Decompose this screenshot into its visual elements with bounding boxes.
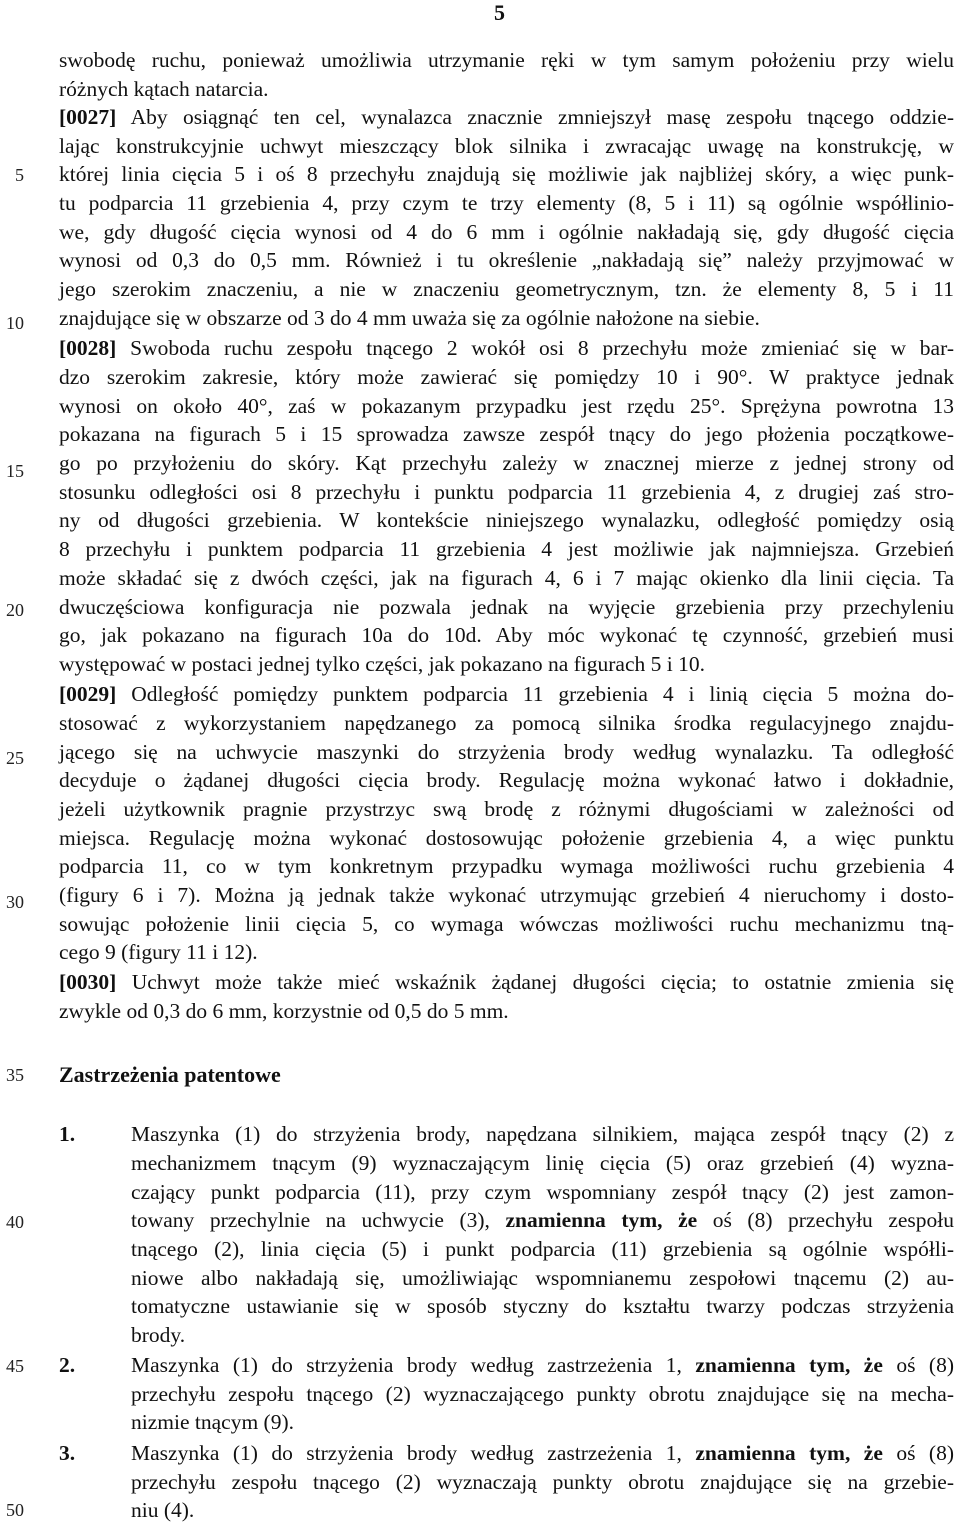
text-line: stosować z wykorzystaniem napędzanego za pomocą silnika środka regulacyjnego znajdu-	[59, 711, 954, 735]
text-line: występować w postaci jednej tylko części, jak pokazano na figurach 5 i 10.	[59, 652, 705, 676]
claim-line: brody.	[131, 1323, 186, 1347]
text-line: sowując położenie linii cięcia 5, co wymaga wówczas możliwości ruchu mechanizmu tną-	[59, 912, 954, 936]
claim-line: Maszynka (1) do strzyżenia brody według zastrzeżenia 1, znamienna tym, że oś (8)	[131, 1353, 954, 1377]
text-line: cego 9 (figury 11 i 12).	[59, 940, 258, 964]
line-number: 50	[6, 1500, 24, 1520]
claim-line: przechyłu zespołu tnącego (2) wyznaczają punkty obrotu znajdujące się na grzebie-	[131, 1470, 954, 1494]
characterizing-phrase: znamienna tym, że	[695, 1441, 883, 1465]
text-line: decyduje o żądanej długości cięcia brody. Regulację można wykonać łatwo i dokładnie,	[59, 768, 954, 792]
line-number: 30	[6, 892, 24, 912]
paragraph-tag: [0028]	[59, 336, 117, 360]
text-line: swobodę ruchu, ponieważ umożliwia utrzymanie ręki w tym samym położeniu przy wielu	[59, 48, 954, 72]
text-line: tu podparcia 11 grzebienia 4, przy czym te trzy elementy (8, 5 i 11) są ogólnie współlinio-	[59, 191, 954, 215]
text-line: miejsca. Regulację można wykonać dostosowując położenie grzebienia 4, a więc punktu	[59, 826, 954, 850]
text-line: zwykle od 0,3 do 6 mm, korzystnie od 0,5 do 5 mm.	[59, 999, 509, 1023]
claim-line: przechyłu zespołu tnącego (2) wyznaczającego punkty obrotu znajdujące się na mecha-	[131, 1382, 954, 1406]
paragraph-0030-first-line: [0030] Uchwyt może także mieć wskaźnik żądanej długości cięcia; to ostatnie zmienia się	[59, 970, 954, 994]
claim-line: tomatyczne ustawianie się w sposób styczny do kształtu twarzy podczas strzyżenia	[131, 1294, 954, 1318]
line-number: 20	[6, 600, 24, 620]
text-line: podparcia 11, co w tym konkretnym przypadku wymaga możliwości ruchu grzebienia 4	[59, 854, 954, 878]
text-line: go, jak pokazano na figurach 10a do 10d. Aby móc wykonać tę czynność, grzebień musi	[59, 623, 954, 647]
claim-line: Maszynka (1) do strzyżenia brody, napędzana silnikiem, mająca zespół tnący (2) z	[131, 1122, 954, 1146]
line-number: 10	[6, 313, 24, 333]
text-line: może składać się z dwóch części, jak na figurach 4, 6 i 7 mając okienko dla linii cięcia. Ta	[59, 566, 954, 590]
page-number: 5	[494, 0, 505, 25]
line-number: 45	[6, 1356, 24, 1376]
text-line: we, gdy długość cięcia wynosi od 4 do 6 mm i ogólnie nakładają się, gdy długość cięcia	[59, 220, 954, 244]
text-line: go po przyłożeniu do skóry. Kąt przechyłu zależy w znacznej mierze z jednej strony od	[59, 451, 954, 475]
paragraph-tag: [0029]	[59, 682, 117, 706]
line-number: 15	[6, 461, 24, 481]
text-line: znajdujące się w obszarze od 3 do 4 mm uważa się za ogólnie nałożone na siebie.	[59, 306, 760, 330]
claim-line: czający punkt podparcia (11), przy czym wspomniany zespół tnący (2) jest zamon-	[131, 1180, 954, 1204]
text-line: ny od długości grzebienia. W kontekście niniejszego wynalazku, odległość pomiędzy osią	[59, 508, 954, 532]
claim-line: Maszynka (1) do strzyżenia brody według zastrzeżenia 1, znamienna tym, że oś (8)	[131, 1441, 954, 1465]
text-line: wynosi on około 40°, zaś w pokazanym przypadku jest rzędu 25°. Sprężyna powrotna 13	[59, 394, 954, 418]
claim-line: niu (4).	[131, 1498, 195, 1522]
claim-line: towany przechylnie na uchwycie (3), znamienna tym, że oś (8) przechyłu zespołu	[131, 1208, 955, 1232]
paragraph-tag: [0030]	[59, 970, 117, 994]
paragraph-tag: [0027]	[59, 105, 117, 129]
text-line: której linia cięcia 5 i oś 8 przechyłu znajdują się możliwie jak najbliżej skóry, a więc punk-	[59, 162, 954, 186]
claim-number: 3.	[59, 1441, 76, 1465]
characterizing-phrase: znamienna tym, że	[505, 1208, 698, 1232]
text-line: wynosi od 0,3 do 0,5 mm. Również i tu określenie „nakładają się” należy przyjmować w	[59, 248, 954, 272]
claim-number: 2.	[59, 1353, 76, 1377]
text-line: lając konstrukcyjnie uchwyt mieszczący blok silnika i zwracając uwagę na konstrukcję, w	[59, 134, 954, 158]
text-line: różnych kątach natarcia.	[59, 77, 269, 101]
line-number: 25	[6, 748, 24, 768]
text-line: pokazana na figurach 5 i 15 sprowadza zawsze zespół tnący do jego płożenia początkowe-	[59, 422, 954, 446]
claims-heading: Zastrzeżenia patentowe	[59, 1062, 281, 1087]
text-line: (figury 6 i 7). Można ją jednak także wykonać utrzymując grzebień 4 nieruchomy i dosto-	[59, 883, 954, 907]
paragraph-0029-first-line: [0029] Odległość pomiędzy punktem podparcia 11 grzebienia 4 i linią cięcia 5 można do-	[59, 682, 954, 706]
text-line: jącego się na uchwycie maszynki do strzyżenia brody według wynalazku. Ta odległość	[59, 740, 954, 764]
text-line: 8 przechyłu i punktem podparcia 11 grzebienia 4 jest możliwie jak najmniejsza. Grzebień	[59, 537, 954, 561]
line-number: 35	[6, 1065, 24, 1085]
claim-line: tnącego (2), linia cięcia (5) i punkt podparcia (11) grzebienia są ogólnie współli-	[131, 1237, 954, 1261]
paragraph-0027-first-line: [0027] Aby osiągnąć ten cel, wynalazca znacznie zmniejszył masę zespołu tnącego oddzie-	[59, 105, 954, 129]
line-number: 40	[6, 1212, 24, 1232]
text-line: stosunku odległości osi 8 przechyłu i punktu podparcia 11 grzebienia 4, z drugiej zaś stro-	[59, 480, 954, 504]
text-line: dwuczęściowa konfiguracja nie pozwala jednak na wyjęcie grzebienia przy przechyleniu	[59, 595, 954, 619]
characterizing-phrase: znamienna tym, że	[695, 1353, 883, 1377]
text-line: dzo szerokim zakresie, który może zawierać się pomiędzy 10 i 90°. W praktyce jednak	[59, 365, 954, 389]
claim-number: 1.	[59, 1122, 76, 1146]
paragraph-0028-first-line: [0028] Swoboda ruchu zespołu tnącego 2 wokół osi 8 przechyłu może zmieniać się w bar-	[59, 336, 954, 360]
claim-line: niowe albo nakładają się, umożliwiając wspomnianemu zespołowi tnącemu (2) au-	[131, 1266, 954, 1290]
text-line: jeżeli użytkownik pragnie przystrzyc swą brodę z różnymi długościami w zależności od	[59, 797, 954, 821]
claim-line: nizmie tnącym (9).	[131, 1410, 294, 1434]
text-line: jego szerokim znaczeniu, a nie w znaczeniu geometrycznym, tzn. że elementy 8, 5 i 11	[59, 277, 954, 301]
line-number: 5	[15, 165, 24, 185]
claim-line: mechanizmem tnącym (9) wyznaczającym linię cięcia (5) oraz grzebień (4) wyzna-	[131, 1151, 954, 1175]
